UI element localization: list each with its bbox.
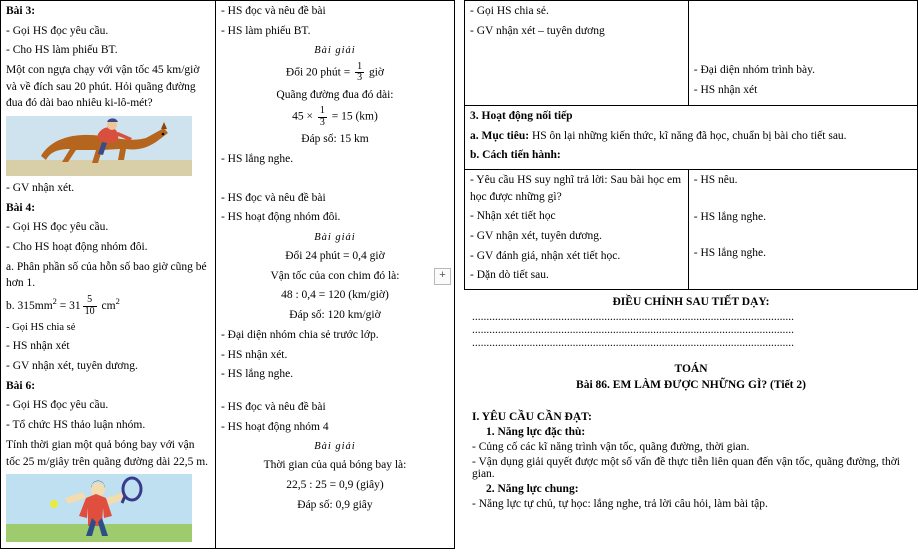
b4-solution-line-1: Đổi 24 phút = 0,4 giờ [285, 250, 385, 263]
b3-listen: - HS lắng nghe. [220, 152, 294, 165]
b3-solution-line-2: Quãng đường đua đó dài: [276, 88, 394, 101]
b4-student-1: - HS đọc và nêu đề bài [220, 191, 326, 204]
bai3-gv-comment: - GV nhận xét. [6, 182, 75, 195]
capability-general-heading: 2. Năng lực chung: [486, 483, 579, 496]
b3-solution-line-1 [221, 62, 449, 84]
right-top-student [688, 1, 917, 106]
section3-student-cell [688, 170, 917, 290]
fraction-denominator: 10 [84, 305, 95, 317]
right-top-teacher [465, 1, 689, 106]
bai4-tail-2: - HS nhận xét [6, 340, 70, 353]
capability-general-item-1: - Năng lực tự chủ, tự học: lắng nghe, trả lời câu hỏi, làm bài tập. [472, 498, 768, 511]
section3-a [470, 128, 912, 145]
b4-tail-2: - HS nhận xét. [220, 348, 288, 361]
section3-b: b. Cách tiến hành: [470, 149, 561, 162]
b4-answer: Đáp số: 120 km/giờ [289, 309, 381, 322]
right-activity-table [464, 0, 918, 290]
bai4-title: Bài 4: [6, 201, 36, 214]
bai4-item-b-mid: = 31 [56, 299, 81, 312]
b3-sol3-post: = 15 (km) [328, 110, 378, 123]
bai4-item-b-unit: cm [98, 299, 116, 312]
b3-solution-line-3 [221, 106, 449, 128]
section3-a-text: HS ôn lại những kiến thức, kĩ năng đã học, chuẩn bị bài cho tiết sau. [529, 129, 847, 142]
b6-baigiai-label: Bài giải [314, 441, 356, 453]
bai4-item-a: a. Phân phần số của hỗn số bao giờ cũng bé hơn 1. [6, 260, 207, 290]
bai4-item-b-sup2: 2 [115, 296, 120, 307]
fraction-numerator: 1 [319, 105, 325, 117]
dotted-line-3: ................................................................................................................ [472, 337, 794, 350]
b4-student-2: - HS hoạt động nhóm đôi. [220, 211, 341, 224]
right-page [464, 0, 918, 558]
b3-student-2: - HS làm phiếu BT. [220, 24, 311, 37]
b3-baigiai-label: Bài giải [314, 45, 356, 57]
bai3-title: Bài 3: [6, 5, 36, 17]
bai4-tail-3: - GV nhận xét, tuyên dương. [6, 360, 138, 373]
s3-left-3: - GV nhận xét, tuyên dương. [470, 230, 602, 243]
s3-right-1: - HS nêu. [693, 174, 738, 187]
section3-teacher-cell [465, 170, 689, 290]
b4-tail-1: - Đại diện nhóm chia sẻ trước lớp. [220, 328, 379, 341]
b3-sol1-pre: Đổi 20 phút = [285, 66, 354, 79]
fraction-numerator: 5 [83, 295, 97, 307]
section3-heading: 3. Hoạt động nối tiếp [470, 110, 573, 122]
requirements-heading: I. YÊU CẦU CẦN ĐẠT: [472, 411, 592, 424]
b3-student-1: - HS đọc và nêu đề bài [220, 5, 326, 17]
bai6-problem: Tính thời gian một quả bóng bay với vận tốc 25 m/giây trên quãng đường dài 22,5 m. [6, 438, 209, 468]
bai4-fraction [83, 295, 97, 317]
tennis-illustration [6, 474, 210, 542]
bai4-item-b [6, 295, 210, 317]
s3-right-2: - HS lắng nghe. [693, 210, 766, 223]
b4-tail-3: - HS lắng nghe. [220, 368, 294, 381]
left-cell-student [215, 1, 454, 549]
top-right-line-1: - Đại diện nhóm trình bày. [693, 64, 816, 76]
b3-sol1-post: giờ [366, 66, 385, 79]
next-lesson-section [464, 363, 918, 510]
b6-solution-line-1: Thời gian của quả bóng bay là: [263, 459, 407, 472]
b4-baigiai-label: Bài giải [314, 231, 356, 243]
bai3-line-1: - Gọi HS đọc yêu cầu. [6, 24, 109, 37]
bai6-line-2: - Tổ chức HS thảo luận nhóm. [6, 419, 146, 432]
bai4-tail-1: - Gọi HS chia sẻ [6, 322, 76, 334]
s3-left-5: - Dặn dò tiết sau. [470, 269, 549, 282]
top-left-line-2: - GV nhận xét – tuyên dương [470, 24, 605, 37]
capability-specific-item-2: - Vận dụng giải quyết được một số vấn đề thực tiễn liên quan đến vận tốc, quãng đường, thời gian. [472, 456, 900, 481]
bai6-line-1: - Gọi HS đọc yêu cầu. [6, 399, 109, 412]
adjust-heading: ĐIỀU CHỈNH SAU TIẾT DẠY: [612, 296, 770, 309]
b6-student-2: - HS hoạt động nhóm 4 [220, 420, 329, 433]
top-left-line-1: - Gọi HS chia sẻ. [470, 5, 549, 17]
left-cell-teacher [1, 1, 216, 549]
bai4-item-b-prefix: b. 315mm [6, 299, 53, 312]
s3-left-2: - Nhận xét tiết học [470, 210, 556, 223]
dotted-line-1: ................................................................................................................ [472, 311, 794, 324]
left-page [0, 0, 455, 558]
b4-solution-line-3: 48 : 0,4 = 120 (km/giờ) [281, 289, 389, 302]
horse-illustration [6, 116, 210, 176]
adjust-section [464, 296, 918, 349]
s3-left-4: - GV đánh giá, nhận xét tiết học. [470, 249, 621, 262]
fraction-denominator: 3 [319, 116, 325, 128]
b6-student-1: - HS đọc và nêu đề bài [220, 400, 326, 413]
s3-left-1: - Yêu cầu HS suy nghĩ trả lời: Sau bài học em học được những gì? [470, 174, 682, 203]
top-right-line-2: - HS nhận xét [693, 83, 758, 96]
add-row-button[interactable]: + [434, 268, 451, 285]
bai3-problem: Một con ngựa chạy với vận tốc 45 km/giờ và về đích sau 20 phút. Hỏi quãng đường đua đó dài bao nhiêu ki-lô-mét? [6, 64, 200, 110]
b3-sol3-pre: 45 × [292, 110, 316, 123]
b3-fraction-2 [318, 106, 327, 128]
left-activity-table [0, 0, 455, 549]
section3-cell [465, 106, 918, 170]
b3-fraction-1 [355, 62, 364, 84]
table-row [465, 170, 918, 290]
bai4-line-1: - Gọi HS đọc yêu cầu. [6, 221, 109, 234]
capability-specific-item-1: - Củng cố các kĩ năng trình vận tốc, quãng đường, thời gian. [472, 441, 750, 454]
fraction-numerator: 1 [357, 60, 363, 72]
b3-answer: Đáp số: 15 km [301, 133, 369, 146]
bai4-line-2: - Cho HS hoạt động nhóm đôi. [6, 241, 148, 254]
dotted-line-2: ................................................................................................................ [472, 324, 794, 337]
b6-solution-line-2: 22,5 : 25 = 0,9 (giây) [286, 479, 384, 492]
b6-answer: Đáp số: 0,9 giây [297, 498, 373, 511]
capability-specific-heading: 1. Năng lực đặc thù: [486, 426, 586, 439]
section3-a-label: a. Mục tiêu: [470, 129, 530, 142]
fraction-denominator: 3 [357, 72, 363, 84]
subject-title: TOÁN [674, 363, 708, 376]
bai6-title: Bài 6: [6, 379, 36, 392]
bai3-line-2: - Cho HS làm phiếu BT. [6, 44, 118, 57]
b4-solution-line-2: Vận tốc của con chim đó là: [270, 269, 400, 282]
s3-right-3: - HS lắng nghe. [693, 247, 766, 260]
table-row [465, 1, 918, 106]
lesson-title: Bài 86. EM LÀM ĐƯỢC NHỮNG GÌ? (Tiết 2) [576, 379, 806, 392]
table-row [1, 1, 455, 549]
bai4-item-b-sup1: 2 [52, 296, 57, 307]
table-row [465, 106, 918, 170]
